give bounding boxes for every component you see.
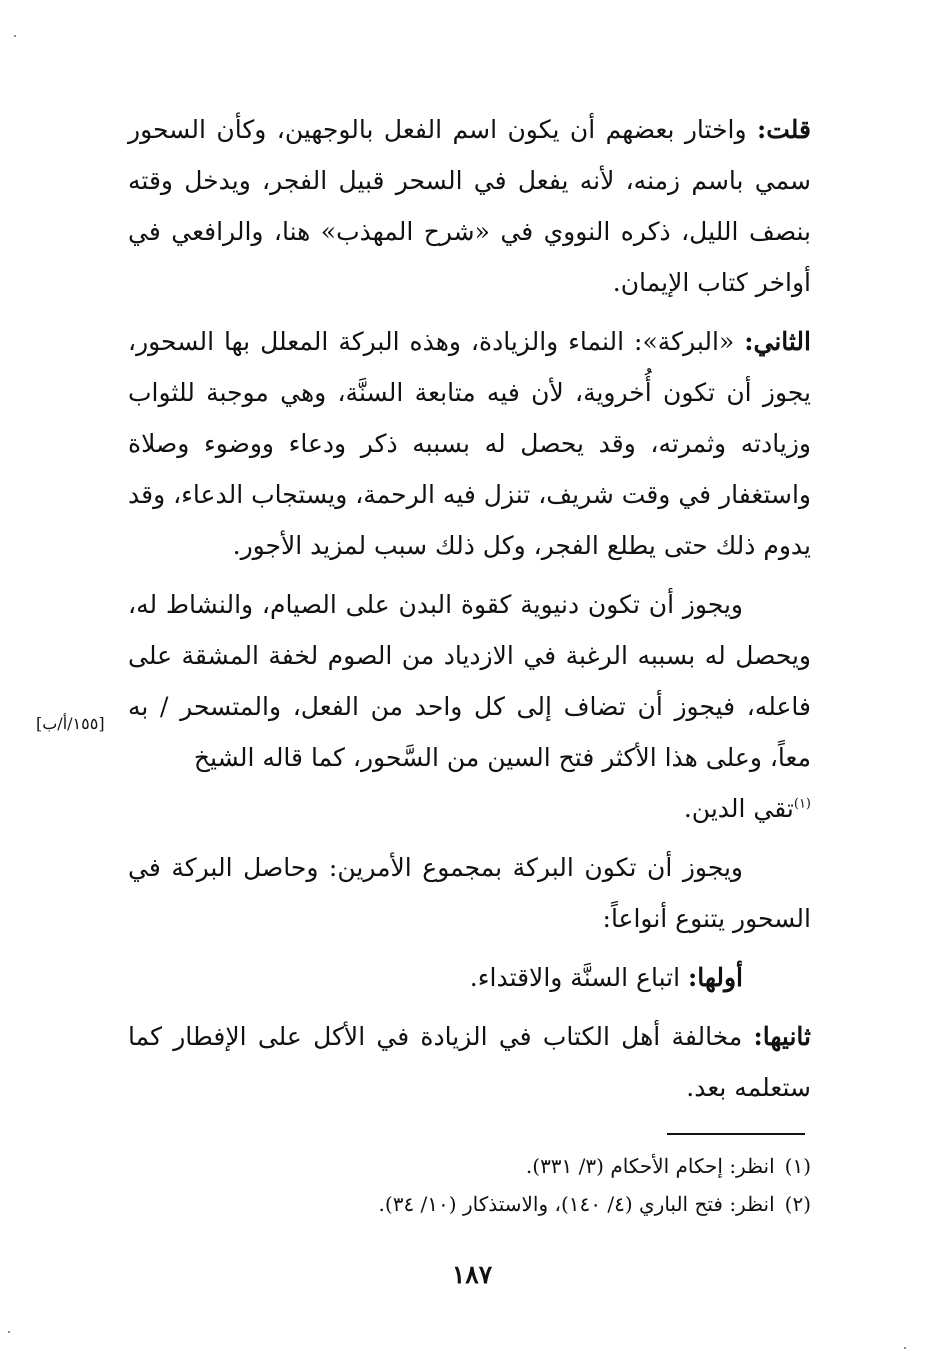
scan-speck	[904, 1347, 906, 1349]
paragraph-second-kind	[128, 1011, 811, 1113]
paragraph-text-worldly-benefit: ويجوز أن تكون دنيوية كقوة البدن على الصيام، والنشاط له، ويحصل له بسببه الرغبة في الازدياد من الصوم لخفة المشقة على فاعله، فيجوز أن تضاف إلى كل واحد من الفعل، والمتسحر / به معاً، وعلى هذا الأكثر فتح السين من السَّحور، كما قاله الشيخ	[128, 590, 811, 772]
paragraph-lead-qultu: قلت:	[756, 115, 811, 144]
paragraph-worldly-benefit	[128, 579, 811, 834]
paragraph-text-first-kind: اتباع السنَّة والاقتداء.	[469, 963, 688, 992]
paragraph-first-kind	[128, 952, 811, 1003]
paragraph-lead-second: الثاني:	[744, 327, 811, 356]
footnote-marker-1: (١)	[793, 796, 811, 812]
manuscript-folio-note: [١٥٥/أ/ب]	[36, 714, 105, 733]
paragraph-qultu	[128, 104, 811, 308]
paragraph-combined-blessing	[128, 842, 811, 944]
paragraph-lead-second-kind: ثانيها:	[753, 1022, 811, 1051]
footnote-text-1: انظر: إحكام الأحكام (٣/ ٣٣١).	[525, 1154, 775, 1178]
paragraph-text-worldly-benefit-end: تقي الدين.	[683, 794, 794, 823]
scan-speck	[8, 1331, 10, 1333]
paragraph-text-combined-blessing: ويجوز أن تكون البركة بمجموع الأمرين: وحاصل البركة في السحور يتنوع أنواعاً:	[128, 853, 811, 933]
paragraph-text-second: «البركة»: النماء والزيادة، وهذه البركة المعلل بها السحور، يجوز أن تكون أُخروية، لأن فيه متابعة السنَّة، وهي موجبة للثواب وزيادته وثمرته، وقد يحصل له بسببه ذكر ودعاء ووضوء وصلاة واستغفار في وقت شريف، تنزل فيه الرحمة، ويستجاب الدعاء، وقد يدوم ذلك حتى يطلع الفجر، وكل ذلك سبب لمزيد الأجور.	[128, 327, 811, 560]
footnote-text-2: انظر: فتح الباري (٤/ ١٤٠)، والاستذكار (١٠/ ٣٤).	[378, 1192, 775, 1216]
footnote-1	[240, 1147, 811, 1185]
paragraph-text-qultu: واختار بعضهم أن يكون اسم الفعل بالوجهين، وكأن السحور سمي باسم زمنه، لأنه يفعل في السحر قبيل الفجر، ويدخل وقته بنصف الليل، ذكره النووي في «شرح المهذب» هنا، والرافعي في أواخر كتاب الإيمان.	[128, 115, 811, 297]
footnote-2	[240, 1185, 811, 1223]
footnote-number-2: (٢)	[784, 1192, 811, 1216]
page-number: ١٨٧	[451, 1260, 493, 1289]
scan-speck	[14, 35, 16, 37]
footnote-number-1: (١)	[784, 1154, 811, 1178]
footnote-separator	[667, 1133, 805, 1135]
paragraph-lead-first-kind: أولها:	[687, 963, 743, 992]
main-text-block	[128, 104, 811, 1121]
paragraph-text-second-kind: مخالفة أهل الكتاب في الزيادة في الأكل على الإفطار كما ستعلمه بعد.	[128, 1022, 811, 1102]
paragraph-second	[128, 316, 811, 571]
footnotes	[240, 1147, 811, 1223]
